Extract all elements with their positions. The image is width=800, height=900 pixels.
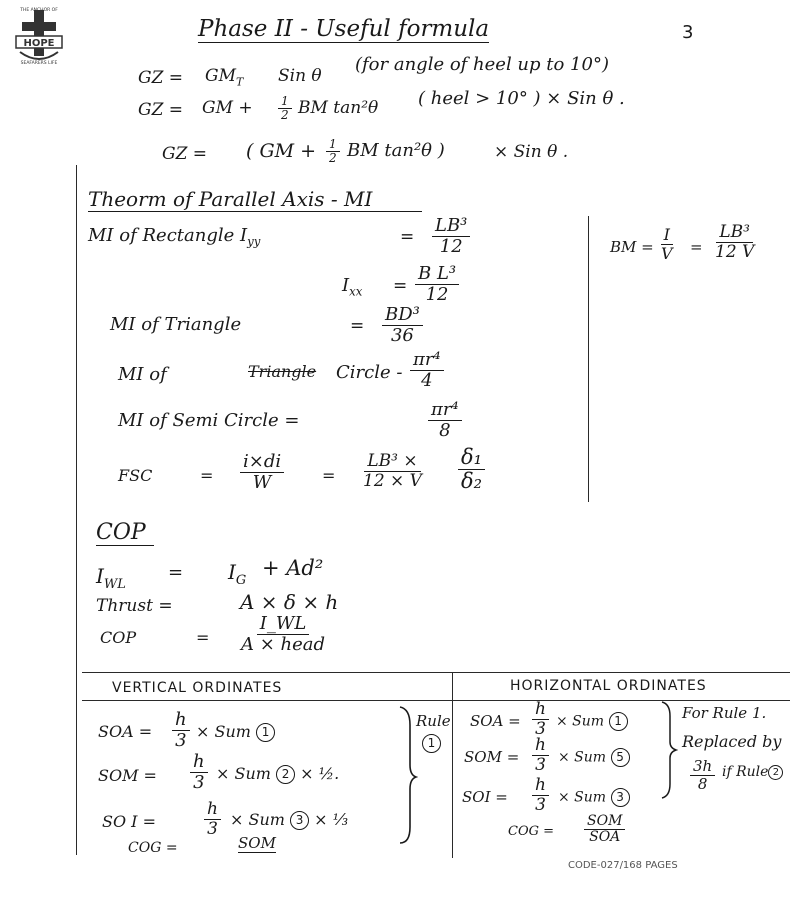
gz2-note: ( heel > 10° ) × Sin θ . (418, 88, 625, 109)
gz3-lhs: GZ = (162, 144, 208, 164)
gz3-mid: BM tan²θ ) (347, 140, 445, 161)
mi-triangle-frac: $\frac{\text{BD³}}{36}$ (382, 305, 423, 346)
h-som-frac: $\frac{h}{3}$ (532, 736, 549, 774)
iwl-rhs: $I_G$ (228, 560, 247, 588)
ordinates-header-rule (82, 700, 790, 701)
cop-lhs: COP (100, 628, 137, 647)
parallel-axis-heading: Theorm of Parallel Axis - MI (88, 187, 422, 212)
iwl-eq: = (168, 562, 184, 583)
h-soa-frac: $\frac{h}{3}$ (532, 700, 549, 738)
cop-heading: COP (96, 520, 154, 546)
h-soi-frac: $\frac{h}{3}$ (532, 776, 549, 814)
logo-arc-bottom: SEAFARERS LIFE (20, 61, 58, 66)
vertical-heading: VERTICAL ORDINATES (112, 680, 283, 696)
mi-circle-frac: $\frac{\text{πr⁴}}{4}$ (410, 350, 444, 391)
bm-frac-1: $\frac{I}{V}$ (661, 225, 673, 263)
mi-semicircle-label: MI of Semi Circle = (118, 410, 300, 431)
v-soa-lhs: SOA = (98, 722, 153, 741)
fsc-frac-1: $\frac{i\times di}{W}$ (240, 452, 284, 493)
gz3-frac: $\frac{1}{2}$ (326, 138, 340, 165)
gz1-rhs: $GM_T$ (205, 66, 244, 89)
ordinates-top-rule (82, 672, 790, 673)
page-number: 3 (682, 22, 694, 43)
rule-circle: 1 (422, 734, 441, 753)
ixx-eq: = (393, 276, 408, 296)
h-soa-lhs: SOA = (470, 712, 521, 730)
gz1-tail: Sin θ (278, 66, 322, 86)
fsc-eq1: = (200, 466, 214, 485)
anchor-cross-icon (8, 4, 70, 66)
gz2-tail: BM tan²θ (298, 98, 379, 118)
note-brace-icon (660, 700, 678, 800)
footer-code: CODE-027/168 PAGES (568, 860, 678, 871)
ixx-frac: $\frac{\text{B L³}}{12}$ (415, 264, 459, 305)
h-soi-lhs: SOI = (462, 788, 508, 806)
logo-word: HOPE (23, 38, 55, 49)
v-soi-tail: × Sum 3 × ⅓ (230, 810, 349, 829)
h-som-lhs: SOM = (464, 748, 520, 766)
horizontal-heading: HORIZONTAL ORDINATES (510, 678, 707, 694)
gz1-lhs: GZ = (138, 68, 184, 88)
mi-rect-eq: = (400, 227, 415, 247)
fsc-frac-2: $\frac{\text{LB³ ×}}{12 \times V}$ (363, 451, 422, 491)
note-rule-1: For Rule 1. (682, 704, 767, 722)
v-soa-frac: $\frac{h}{3}$ (172, 710, 190, 751)
page-title: Phase II - Useful formula (198, 16, 490, 42)
v-som-lhs: SOM = (98, 766, 157, 785)
h-soi-tail: × Sum 3 (558, 788, 630, 807)
bm-eq: = (690, 238, 703, 256)
gz3-tail: × Sin θ . (494, 142, 569, 162)
mi-circle-struck: Triangle (248, 362, 317, 381)
v-som-frac: $\frac{h}{3}$ (190, 752, 208, 793)
h-som-tail: × Sum 5 (558, 748, 630, 767)
v-soa-tail: × Sum 1 (196, 722, 275, 742)
gz1-note: (for angle of heel up to 10°) (355, 54, 609, 75)
h-cog-lhs: COG = (508, 824, 555, 839)
v-cog-lhs: COG = (128, 840, 178, 856)
thrust-lhs: Thrust = (96, 596, 173, 616)
gz2-frac: $\frac{1}{2}$ (278, 95, 292, 122)
mi-triangle-label: MI of Triangle (110, 314, 242, 335)
fsc-eq2: = (322, 466, 336, 485)
gz3-open: ( GM + (246, 140, 317, 162)
rule-label: Rule (416, 712, 451, 730)
mi-circle-label: MI of (118, 364, 167, 385)
v-soi-lhs: SO I = (102, 812, 156, 831)
mi-triangle-eq: = (350, 316, 365, 336)
v-soi-frac: $\frac{h}{3}$ (204, 800, 221, 838)
h-cog-frac: SOM SOA (584, 814, 625, 846)
fsc-label: FSC (118, 466, 153, 485)
ixx-label: $I_{xx}$ (342, 275, 363, 299)
iwl-lhs: $I_{WL}$ (96, 564, 126, 592)
bm-divider (588, 216, 589, 502)
rule-brace-icon (398, 705, 418, 845)
mi-rect-frac: $\frac{\text{LB³}}{12}$ (432, 216, 470, 257)
mi-circle-word: Circle - (336, 362, 403, 383)
note-3h-frac: $\frac{3h}{8}$ (690, 758, 715, 792)
gz2-rhs: GM + (202, 98, 253, 118)
logo (8, 4, 70, 66)
note-if-rule: if Rule 2 (722, 764, 783, 780)
cop-frac: I_WL A × head (241, 613, 326, 655)
fsc-frac-3: $\frac{\text{δ₁}}{\text{δ₂}}$ (458, 446, 485, 493)
cop-eq: = (196, 628, 210, 647)
h-soa-tail: × Sum 1 (556, 712, 628, 731)
margin-line (76, 165, 77, 855)
v-som-tail: × Sum 2 × ½. (216, 764, 340, 783)
v-cog-num: SOM (238, 834, 276, 852)
note-replaced-by: Replaced by (682, 732, 782, 751)
logo-arc-top: THE ANCHOR OF (20, 8, 58, 13)
bm-label: BM = (610, 238, 654, 256)
bm-frac-2: $\frac{\text{LB³}}{12 V}$ (715, 222, 755, 262)
gz2-lhs: GZ = (138, 100, 184, 120)
thrust-rhs: A × δ × h (240, 590, 339, 614)
mi-rect-label: MI of Rectangle $I_{yy}$ (88, 225, 261, 249)
iwl-tail: + Ad² (262, 556, 324, 580)
mi-semicircle-frac: $\frac{\text{πr⁴}}{8}$ (428, 400, 462, 441)
ordinates-divider (452, 672, 453, 858)
